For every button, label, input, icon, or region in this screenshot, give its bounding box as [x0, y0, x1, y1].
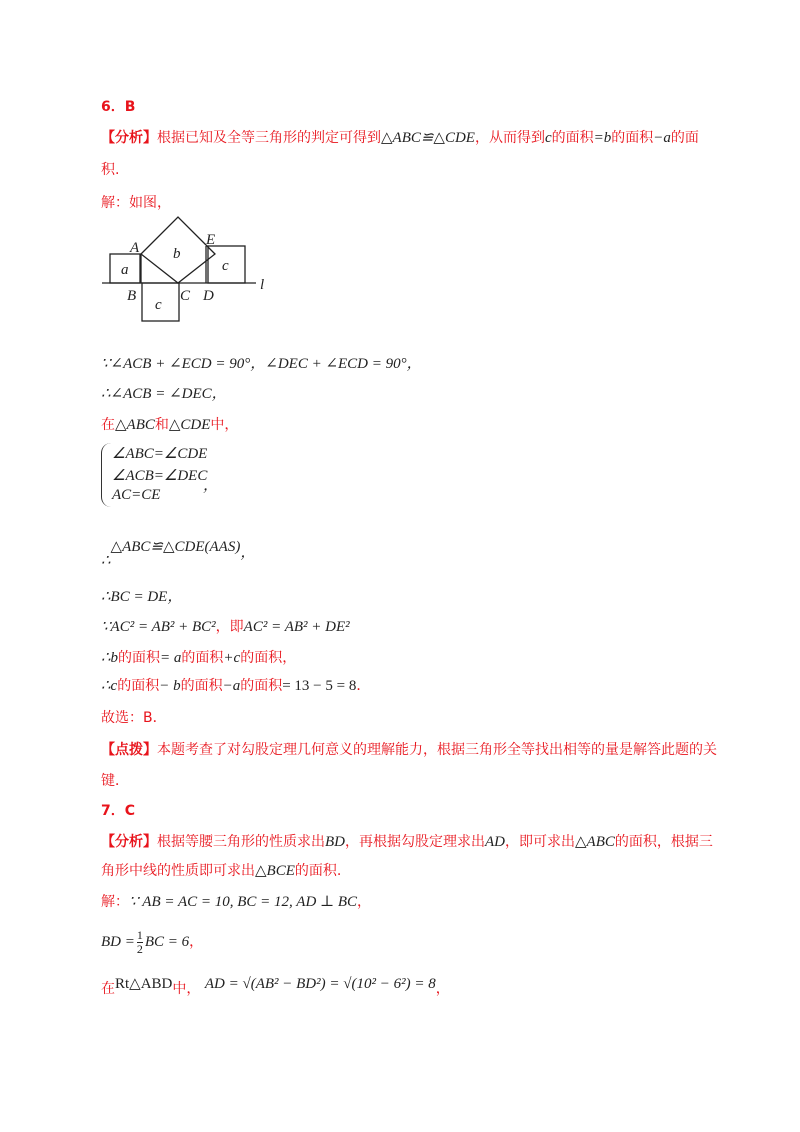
analysis-text: ，从而得到 [474, 130, 545, 146]
q6-header: 6．B [101, 99, 136, 115]
math-expr: −a [653, 130, 671, 146]
system-brace [101, 443, 112, 507]
q7-rt: 在Rt△ABD中， AD = √(AB² − BD²) = √(10² − 6²) = 8， [101, 976, 450, 997]
q7-analysis: 【分析】根据等腰三角形的性质求出BD，再根据勾股定理求出AD，即可求出△ABC的面积，根据三 [101, 834, 713, 850]
analysis-text: 的面 [670, 130, 699, 146]
q6-analysis-cont: 积. [101, 162, 120, 178]
label-c-square: c [155, 297, 162, 313]
q7-bd: BD = $\frac{1}{2}$ BC = 6， [101, 927, 204, 956]
q6-step8: ∴c的面积− b的面积−a的面积= 13 − 5 = 8． [101, 678, 371, 694]
q6-tip-cont: 键． [101, 773, 129, 789]
q6-step7: ∴b的面积= a的面积+c的面积， [101, 650, 297, 666]
geometry-diagram [96, 210, 286, 330]
math-expr: c [544, 130, 552, 146]
q6-step5: ∴BC = DE， [101, 589, 183, 605]
q6-step2: ∴∠ACB = ∠DEC， [101, 386, 227, 402]
q6-step6: ∵AC² = AB² + BC²，即AC² = AB² + DE² [101, 619, 350, 635]
analysis-text: 的面积 [611, 130, 654, 146]
label-l-line: l [260, 277, 265, 293]
system-row-2: ∠ACB=∠DEC [112, 468, 208, 484]
label-c-point: C [180, 288, 191, 304]
label-a-square: a [121, 262, 129, 278]
system-row-1: ∠ABC=∠CDE [112, 446, 208, 462]
q6-step1: ∵∠ACB + ∠ECD = 90°，∠DEC + ∠ECD = 90°， [101, 356, 422, 372]
q6-step3: 在△ABC和△CDE中， [101, 417, 239, 433]
label-a-point: A [130, 240, 140, 256]
system-end: ， [203, 478, 219, 494]
label-d-point: D [203, 288, 214, 304]
math-expr: =b [593, 130, 612, 146]
q6-tip: 【点拨】本题考查了对勾股定理几何意义的理解能力，根据三角形全等找出相等的量是解答此题的关 [101, 742, 717, 758]
label-b-point: B [127, 288, 137, 304]
system-row-3: AC=CE [112, 487, 161, 503]
analysis-text: 根据已知及全等三角形的判定可得到 [157, 130, 381, 146]
math-expr: △ABC≌△CDE [381, 130, 475, 146]
analysis-tag: 【分析】 [101, 130, 157, 146]
label-e-point: E [206, 232, 216, 248]
q6-analysis [101, 128, 699, 148]
q7-analysis-cont: 角形中线的性质即可求出△BCE的面积. [101, 863, 342, 879]
label-c-square-right: c [222, 258, 229, 274]
label-b-square: b [173, 246, 181, 262]
q6-choice: 故选：B． [101, 710, 167, 726]
q7-solution: 解：∵ AB = AC = 10, BC = 12, AD ⊥ BC， [101, 894, 372, 910]
analysis-text: 的面积 [551, 130, 594, 146]
q6-solution: 解：如图， [101, 195, 171, 211]
q6-step4: ∴△ABC≌△CDE(AAS)， [101, 539, 256, 569]
q7-header: 7．C [101, 803, 136, 819]
